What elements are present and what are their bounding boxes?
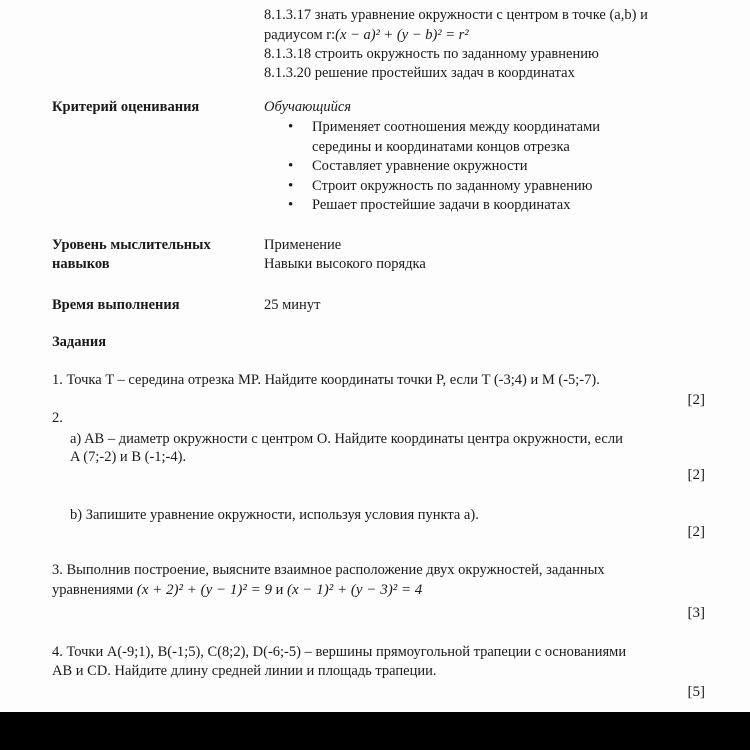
task-1-mark: [2] [687,392,705,408]
task-3-line2 [52,581,422,600]
task-2b-text: b) Запишите уравнение окружности, используя условия пункта a). [70,507,479,523]
criteria-item-continuation: середины и координатами концов отрезка [312,138,570,155]
time-label: Время выполнения [52,297,180,313]
task-3-mark: [3] [687,605,705,621]
objective-radius-prefix: радиусом r: [264,27,336,43]
task-2a-line2: A (7;-2) и B (-1;-4). [70,449,187,465]
task-2a-mark: [2] [687,467,705,483]
criteria-item: • Применяет соотношения между координатами [288,118,600,138]
task-3-prefix: уравнениями [52,582,134,598]
objective-8-1-3-18: 8.1.3.18 строить окружность по заданному уравнению [264,46,599,62]
circle-equation-formula: (x − a)² + (y − b)² = r² [335,27,469,43]
task-3-equation-1: (x + 2)² + (y − 1)² = 9 [136,582,273,598]
criteria-intro: Обучающийся [264,99,352,115]
task-3-equation-2: (x − 1)² + (y − 3)² = 4 [287,582,423,598]
task-4-line2: AB и CD. Найдите длину средней линии и площадь трапеции. [52,663,437,679]
task-4-line1: 4. Точки A(-9;1), B(-1;5), C(8;2), D(-6;-5) – вершины прямоугольной трапеции с основаниями [52,644,627,660]
task-4-mark: [5] [687,684,705,700]
thinking-label-line1: Уровень мыслительных [52,237,211,253]
criteria-label: Критерий оценивания [52,99,200,115]
time-value: 25 минут [264,297,321,313]
criteria-item: • Решает простейшие задачи в координатах [288,196,600,216]
tasks-heading: Задания [52,334,107,350]
criteria-item: • Строит окружность по заданному уравнению [288,177,600,197]
criteria-list [288,118,600,216]
objective-8-1-3-17: 8.1.3.17 знать уравнение окружности с центром в точке (a,b) и [264,7,648,23]
objective-radius-line [264,26,469,45]
thinking-label-line2: навыков [52,256,110,272]
task-2b-mark: [2] [687,524,705,540]
objective-8-1-3-20: 8.1.3.20 решение простейших задач в координатах [264,65,575,81]
task-1-text: 1. Точка T – середина отрезка MP. Найдите координаты точки P, если T (-3;4) и M (-5;-7). [52,372,600,388]
black-bottom-bar [0,712,750,750]
task-3-line1: 3. Выполнив построение, выясните взаимное расположение двух окружностей, заданных [52,562,605,578]
criteria-item: • Составляет уравнение окружности [288,157,600,177]
thinking-value-line1: Применение [264,237,342,253]
task-2a-line1: a) AB – диаметр окружности с центром O. Найдите координаты центра окружности, если [70,431,623,447]
task-2-number: 2. [52,410,63,426]
task-3-conjunction: и [275,582,284,598]
thinking-value-line2: Навыки высокого порядка [264,256,426,272]
